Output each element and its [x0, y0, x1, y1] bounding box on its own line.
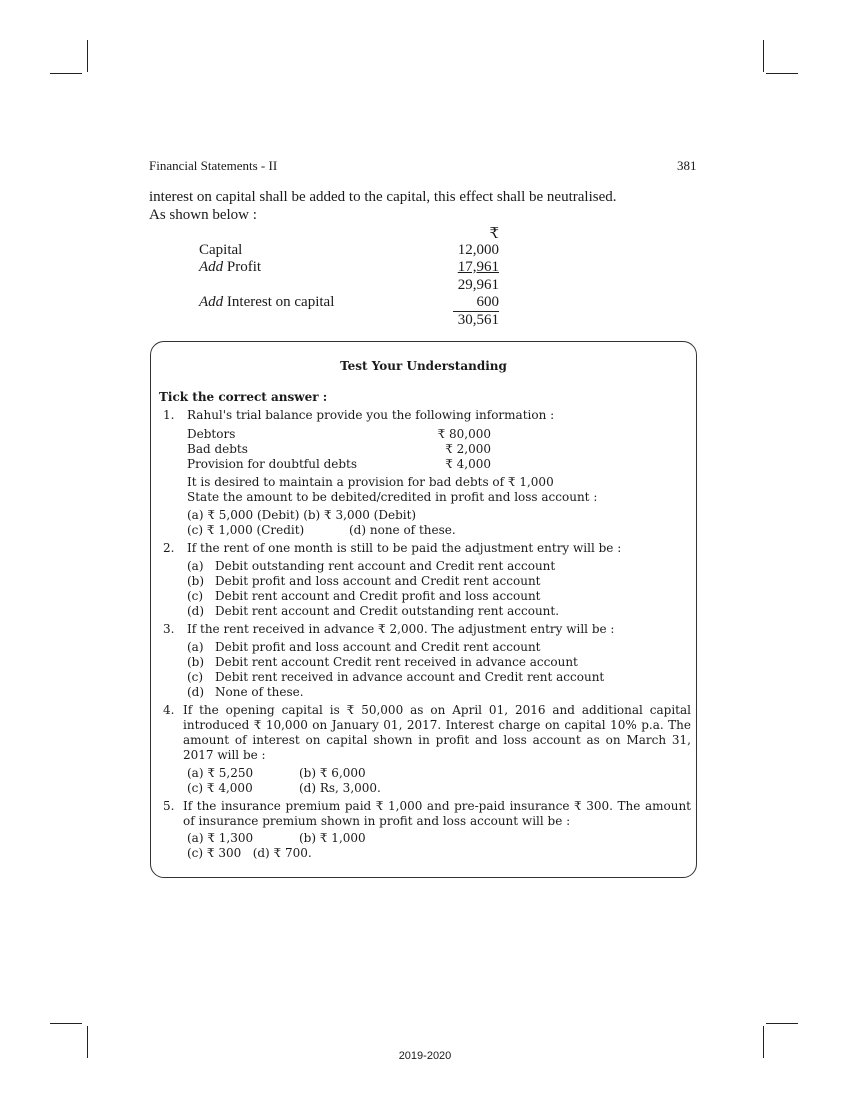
currency-symbol: ₹ — [489, 226, 499, 242]
question-3 — [163, 622, 691, 702]
capital-calculation — [149, 224, 709, 329]
option-text[interactable]: Debit profit and loss account and Credit rent account — [215, 574, 541, 588]
option-letter[interactable]: (b) — [187, 655, 205, 669]
option-a[interactable]: (a) ₹ 1,300 — [187, 831, 254, 845]
item-amount: ₹ 2,000 — [445, 442, 491, 456]
option-text[interactable]: Debit outstanding rent account and Credit rent account — [215, 559, 556, 573]
calc-row — [149, 259, 709, 277]
calc-row — [149, 294, 709, 312]
instruction: Tick the correct answer : — [159, 390, 328, 404]
question-text: Rahul's trial balance provide you the following information : — [187, 408, 555, 422]
options-c-d[interactable]: (c) ₹ 300 (d) ₹ 700. — [187, 846, 312, 860]
page-number: 381 — [677, 158, 697, 173]
item-label: Provision for doubtful debts — [187, 457, 358, 471]
item-label: Bad debts — [187, 442, 248, 456]
intro-paragraph — [149, 188, 709, 224]
question-5 — [163, 799, 691, 865]
question-2 — [163, 541, 691, 621]
question-text: If the insurance premium paid ₹ 1,000 and pre-paid insurance ₹ 300. The amount of insurance premium shown in profit and loss account will be : — [183, 799, 691, 828]
calc-value: 17,961 — [457, 259, 499, 275]
calc-value: 30,561 — [457, 311, 499, 328]
option-b[interactable]: (b) ₹ 1,000 — [299, 831, 366, 845]
option-letter[interactable]: (a) — [187, 640, 204, 654]
crop-mark — [766, 1023, 798, 1024]
option-letter[interactable]: (c) — [187, 670, 204, 684]
option-text[interactable]: Debit rent account Credit rent received in advance account — [215, 655, 578, 669]
option-letter[interactable]: (d) — [187, 604, 205, 618]
running-header-title: Financial Statements - II — [149, 158, 278, 173]
calc-row — [149, 242, 709, 260]
question-4 — [163, 703, 691, 798]
question-line: It is desired to maintain a provision for bad debts of ₹ 1,000 — [187, 475, 554, 489]
option-letter[interactable]: (c) — [187, 589, 204, 603]
option-text[interactable]: Debit profit and loss account and Credit rent account — [215, 640, 541, 654]
option-b[interactable]: (b) ₹ 6,000 — [299, 766, 366, 780]
question-number: 1. — [163, 408, 175, 422]
calc-value: 29,961 — [457, 276, 499, 293]
option-d[interactable]: (d) Rs, 3,000. — [299, 781, 381, 795]
question-number: 3. — [163, 622, 175, 636]
crop-mark — [766, 73, 798, 74]
calc-row — [149, 312, 709, 330]
option-text[interactable]: Debit rent account and Credit profit and loss account — [215, 589, 541, 603]
option-c[interactable]: (c) ₹ 1,000 (Credit) — [187, 523, 305, 537]
crop-mark — [50, 1023, 82, 1024]
option-a[interactable]: (a) ₹ 5,250 — [187, 766, 254, 780]
question-1 — [163, 408, 691, 540]
item-amount: ₹ 4,000 — [445, 457, 491, 471]
option-letter[interactable]: (a) — [187, 559, 204, 573]
calc-label: Capital — [199, 241, 243, 258]
option-text[interactable]: Debit rent received in advance account and Credit rent account — [215, 670, 605, 684]
answer-options[interactable]: (a) ₹ 5,000 (Debit) (b) ₹ 3,000 (Debit) — [187, 508, 417, 522]
question-text: If the rent received in advance ₹ 2,000. The adjustment entry will be : — [187, 622, 615, 636]
box-title: Test Your Understanding — [340, 359, 507, 373]
option-letter[interactable]: (b) — [187, 574, 205, 588]
test-your-understanding-box — [150, 341, 697, 878]
question-number: 4. — [163, 703, 175, 717]
crop-mark — [763, 40, 764, 72]
question-text: If the opening capital is ₹ 50,000 as on April 01, 2016 and additional capital introduced ₹ 10,000 on January 01, 2017. Interest charge on capital 10% p.a. The amount of interest on capital shown in profit and loss account as on March 31, 2017 will be : — [183, 703, 691, 762]
calc-row — [149, 277, 709, 295]
option-text[interactable]: Debit rent account and Credit outstanding rent account. — [215, 604, 560, 618]
intro-line: As shown below : — [149, 207, 257, 223]
option-d[interactable]: (d) none of these. — [349, 523, 456, 537]
crop-mark — [50, 73, 82, 74]
calc-value: 600 — [453, 294, 500, 312]
calc-value: 12,000 — [457, 241, 499, 258]
option-c[interactable]: (c) ₹ 4,000 — [187, 781, 253, 795]
question-number: 2. — [163, 541, 175, 555]
option-letter[interactable]: (d) — [187, 685, 205, 699]
currency-row — [149, 224, 709, 242]
page-footer-year: 2019-2020 — [398, 1050, 452, 1062]
intro-line: interest on capital shall be added to the capital, this effect shall be neutralised. — [149, 189, 617, 205]
question-number: 5. — [163, 799, 175, 813]
item-label: Debtors — [187, 427, 236, 441]
item-amount: ₹ 80,000 — [437, 427, 491, 441]
crop-mark — [87, 40, 88, 72]
question-text: If the rent of one month is still to be paid the adjustment entry will be : — [187, 541, 622, 555]
calc-label: Add Interest on capital — [199, 294, 335, 310]
calc-label: Add Profit — [199, 259, 262, 275]
question-line: State the amount to be debited/credited in profit and loss account : — [187, 490, 598, 504]
option-text[interactable]: None of these. — [215, 685, 304, 699]
